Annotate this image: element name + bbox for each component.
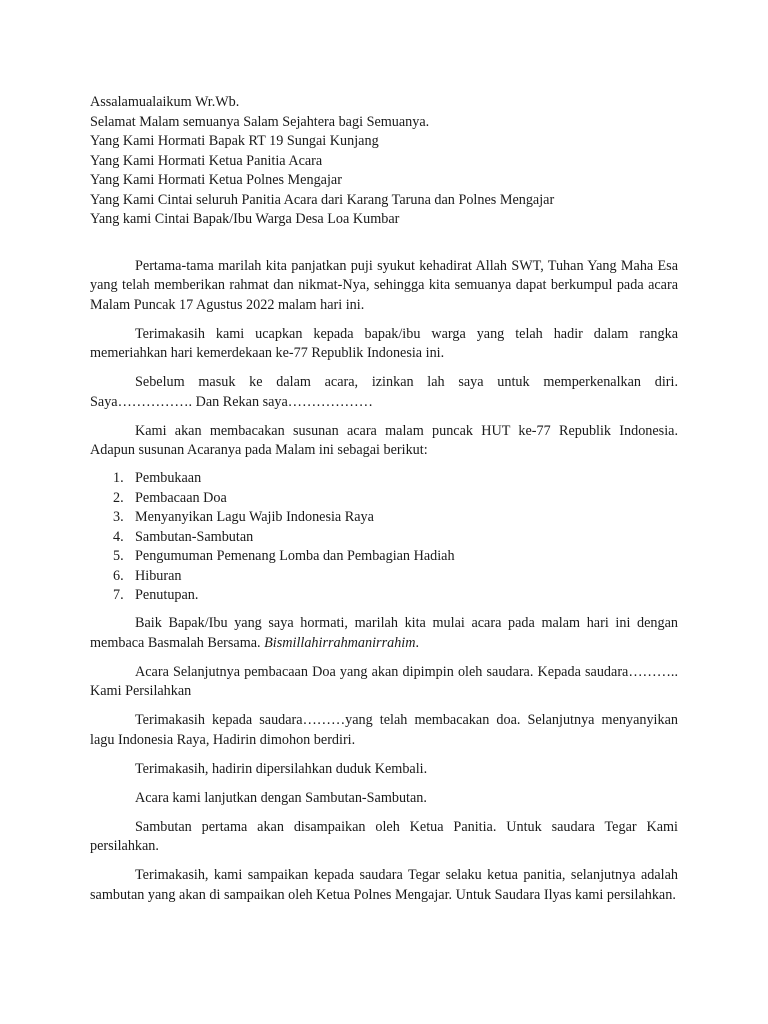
greeting-line: Yang Kami Hormati Ketua Panitia Acara — [90, 152, 323, 169]
paragraph-thanks: Terimakasih kami ucapkan kepada bapak/ibu warga yang telah hadir dalam rangka memeriahkan hari kemerdekaan ke-77 Republik Indonesia ini. — [90, 325, 678, 361]
paragraph-introduction: Sebelum masuk ke dalam acara, izinkan lah saya untuk memperkenalkan diri. Saya……………. Dan Rekan saya……………… — [90, 374, 678, 410]
list-item-label: Sambutan-Sambutan — [135, 528, 254, 545]
greeting-line: Yang Kami Hormati Bapak RT 19 Sungai Kunjang — [90, 133, 379, 149]
greeting-line: Yang Kami Cintai seluruh Panitia Acara dari Karang Taruna dan Polnes Mengajar — [90, 191, 555, 208]
paragraph-speeches: Acara kami lanjutkan dengan Sambutan-Sambutan. — [135, 789, 427, 806]
list-number: 5. — [113, 548, 124, 564]
list-item — [90, 528, 678, 548]
paragraph-begin-end: . — [415, 634, 420, 651]
paragraph-opening: Pertama-tama marilah kita panjatkan puji syukut kehadirat Allah SWT, Tuhan Yang Maha Esa yang telah memberikan rahmat dan nikmat-Nya, sehingga kita semuanya dapat berkumpul pada acara Malam Puncak 17 Agustus 2022 malam hari ini. — [90, 257, 678, 313]
list-item-label: Pembacaan Doa — [135, 489, 227, 506]
list-number: 6. — [113, 567, 124, 584]
paragraph-sit: Terimakasih, hadirin dipersilahkan duduk Kembali. — [135, 760, 428, 777]
list-item — [90, 547, 678, 567]
list-number: 7. — [113, 587, 124, 603]
list-item-label: Menyanyikan Lagu Wajib Indonesia Raya — [135, 509, 374, 525]
greeting-line: Yang kami Cintai Bapak/Ibu Warga Desa Loa Kumbar — [90, 211, 400, 227]
list-number: 4. — [113, 528, 124, 545]
list-item-label: Hiburan — [135, 567, 182, 584]
paragraph-begin — [90, 614, 678, 653]
list-number: 1. — [113, 470, 124, 486]
list-item-label: Pengumuman Pemenang Lomba dan Pembagian Hadiah — [135, 548, 455, 564]
paragraph-begin-text: Baik Bapak/Ibu yang saya hormati, marilah kita mulai acara pada malam hari ini dengan membaca Basmalah Bersama. — [90, 615, 678, 651]
greeting-line: Yang Kami Hormati Ketua Polnes Mengajar — [90, 172, 342, 188]
document-page — [90, 93, 678, 915]
list-item — [90, 567, 678, 587]
paragraph-speech-second: Terimakasih, kami sampaikan kepada saudara Tegar selaku ketua panitia, selanjutnya adalah sambutan yang akan di sampaikan oleh Ketua Polnes Mengajar. Untuk Saudara Ilyas kami persilahkan. — [90, 867, 678, 903]
document-body — [90, 257, 678, 906]
paragraph-anthem: Terimakasih kepada saudara………yang telah membacakan doa. Selanjutnya menyanyikan lagu Indonesia Raya, Hadirin dimohon berdiri. — [90, 712, 678, 748]
agenda-list — [90, 469, 678, 606]
paragraph-doa: Acara Selanjutnya pembacaan Doa yang akan dipimpin oleh saudara. Kepada saudara……….. Kami Persilahkan — [90, 663, 678, 699]
list-item — [90, 508, 678, 528]
greeting-line: Selamat Malam semuanya Salam Sejahtera bagi Semuanya. — [90, 113, 430, 130]
list-item-label: Penutupan. — [135, 587, 199, 603]
paragraph-speech-first: Sambutan pertama akan disampaikan oleh Ketua Panitia. Untuk saudara Tegar Kami persilahkan. — [90, 818, 678, 854]
list-item — [90, 489, 678, 509]
basmalah-italic: Bismillahirrahmanirrahim — [264, 634, 416, 651]
greeting-line: Assalamualaikum Wr.Wb. — [90, 94, 240, 110]
list-item-label: Pembukaan — [135, 470, 202, 486]
greetings-block — [90, 93, 678, 230]
list-number: 3. — [113, 509, 124, 525]
list-number: 2. — [113, 489, 124, 506]
paragraph-agenda-intro: Kami akan membacakan susunan acara malam puncak HUT ke-77 Republik Indonesia. Adapun susunan Acaranya pada Malam ini sebagai berikut: — [90, 422, 678, 458]
list-item — [90, 586, 678, 606]
list-item — [90, 469, 678, 489]
